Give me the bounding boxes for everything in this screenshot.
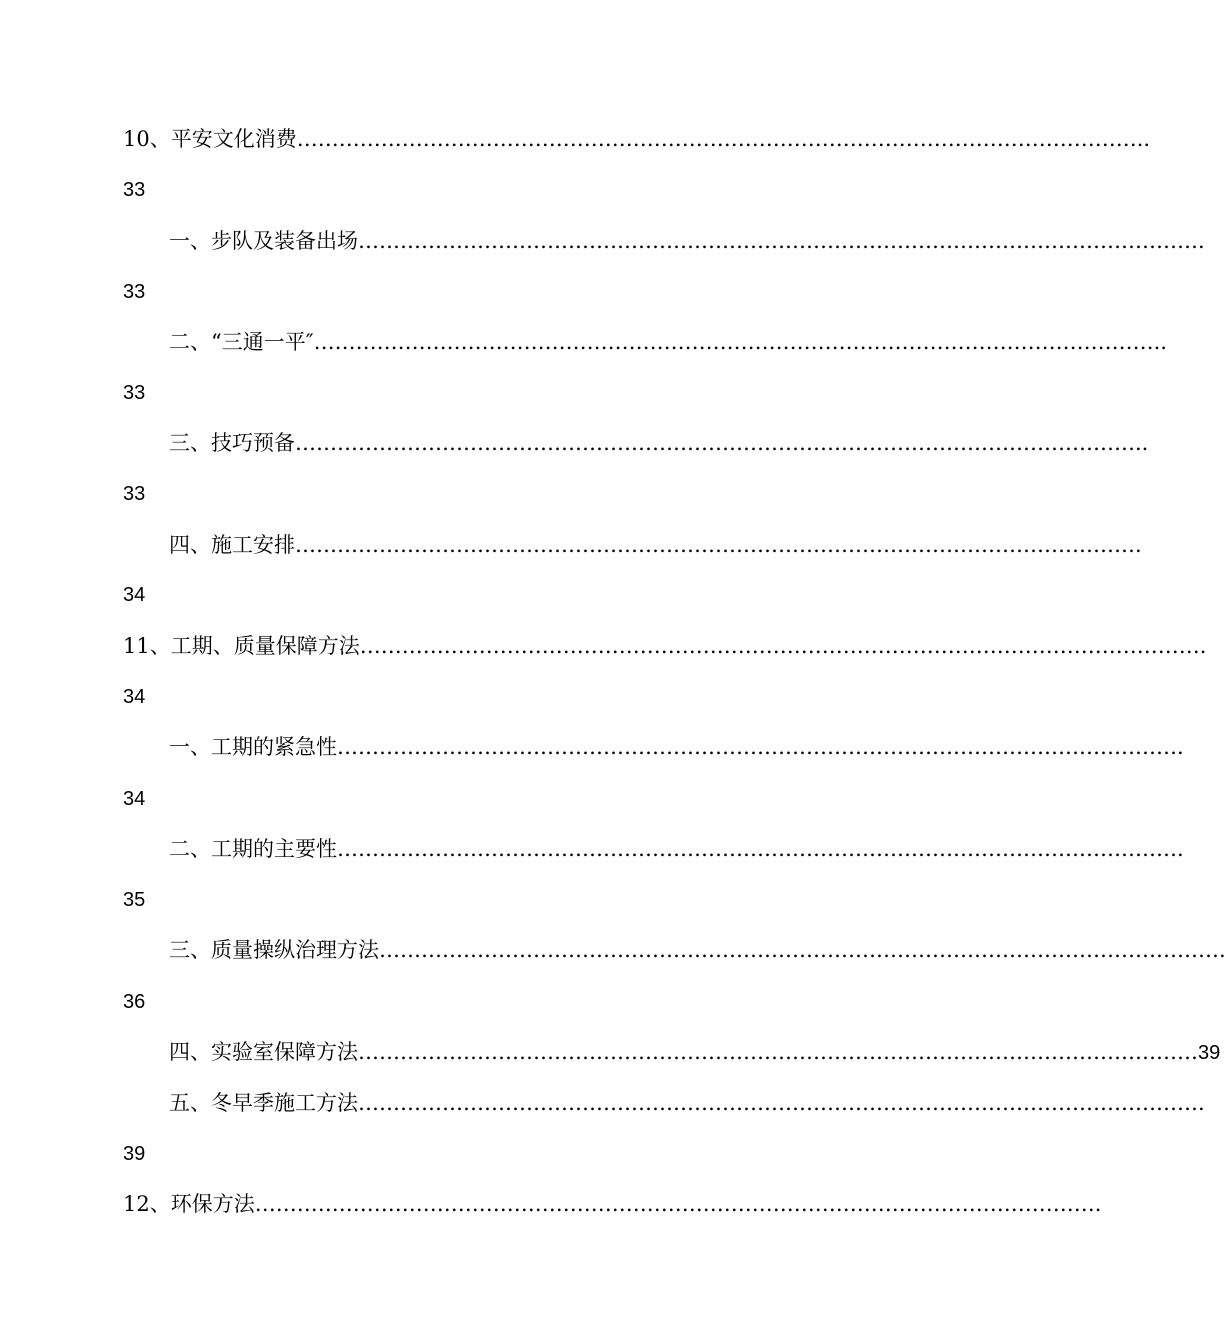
toc-leader-tail: . <box>1198 229 1205 253</box>
toc-leader-dots: ………………………………………………………………………………………………………… <box>359 634 1200 658</box>
toc-leader-dots: ………………………………………………………………………………………………………… <box>358 229 1198 253</box>
toc-leader-tail: .. <box>1153 330 1167 354</box>
toc-entry <box>123 631 1207 661</box>
toc-entry <box>123 124 1151 154</box>
toc-leader-dots: ………………………………………………………………………………………………………… <box>358 1091 1198 1115</box>
toc-leader-tail: . <box>1094 1192 1102 1216</box>
toc-page-number: 33 <box>123 281 146 303</box>
toc-leader-dots: ………………………………………………………………………………………………………… <box>296 127 1137 151</box>
toc-page-number: 34 <box>123 686 146 708</box>
toc-page-number: 34 <box>123 584 146 606</box>
toc-leader-tail: . <box>1198 1091 1205 1115</box>
toc-leader-dots: ………………………………………………………………………………………………………… <box>295 431 1135 455</box>
toc-entry-title: 11、工期、质量保障方法 <box>123 634 360 658</box>
toc-leader-tail: . <box>1135 533 1142 557</box>
toc-leader-tail: .. <box>1136 127 1151 151</box>
toc-entry <box>169 530 1142 560</box>
toc-entry <box>169 428 1149 458</box>
toc-page-number: 33 <box>123 382 146 404</box>
toc-leader-dots: ………………………………………………………………………………………………………… <box>337 735 1177 759</box>
toc-leader-dots: ………………………………………………………………………………………………………… <box>254 1192 1095 1216</box>
toc-entry-title: 四、实验室保障方法 <box>169 1040 358 1064</box>
toc-entry-title: 五、冬早季施工方法 <box>169 1091 358 1115</box>
toc-leader-dots: ………………………………………………………………………………………………………… <box>379 938 1219 962</box>
toc-entry-title: 四、施工安排 <box>169 533 295 557</box>
toc-entry-title: 12、环保方法 <box>123 1192 255 1216</box>
toc-entry <box>123 1189 1102 1219</box>
toc-page-number: 39 <box>123 1143 146 1165</box>
toc-entry-title: 三、技巧预备 <box>169 431 295 455</box>
toc-leader-dots: ………………………………………………………………………………………………………… <box>358 1040 1198 1064</box>
toc-entry <box>169 732 1184 762</box>
toc-entry-title: 10、平安文化消费 <box>123 127 297 151</box>
toc-entry <box>169 226 1205 256</box>
toc-entry <box>169 1037 1221 1067</box>
toc-leader-dots: ………………………………………………………………………………………………………… <box>295 533 1135 557</box>
toc-page-number: 33 <box>123 179 146 201</box>
toc-entry <box>169 327 1167 357</box>
toc-leader-tail: .. <box>1135 431 1149 455</box>
toc-leader-tail: . <box>1177 837 1184 861</box>
toc-entry-title: 二、工期的主要性 <box>169 837 337 861</box>
toc-leader-dots: ………………………………………………………………………………………………………… <box>337 837 1177 861</box>
toc-page-number: 39 <box>1198 1042 1221 1064</box>
toc-entry-title: 一、步队及装备出场 <box>169 229 358 253</box>
toc-page-number: 33 <box>123 483 146 505</box>
toc-entry-title: 二、“三通一平″ <box>169 330 314 354</box>
toc-page-number: 36 <box>123 991 146 1013</box>
toc-leader-dots: ………………………………………………………………………………………………………… <box>313 330 1154 354</box>
toc-page-number: 34 <box>123 788 146 810</box>
toc-entry <box>169 1088 1205 1118</box>
toc-page-number: 35 <box>123 889 146 911</box>
toc-entry-title: 三、质量操纵治理方法 <box>169 938 379 962</box>
toc-entry <box>169 834 1184 864</box>
toc-entry <box>169 935 1226 965</box>
toc-leader-tail: . <box>1199 634 1207 658</box>
toc-leader-tail: . <box>1177 735 1184 759</box>
toc-entry-title: 一、工期的紧急性 <box>169 735 337 759</box>
toc-leader-tail: . <box>1219 938 1226 962</box>
